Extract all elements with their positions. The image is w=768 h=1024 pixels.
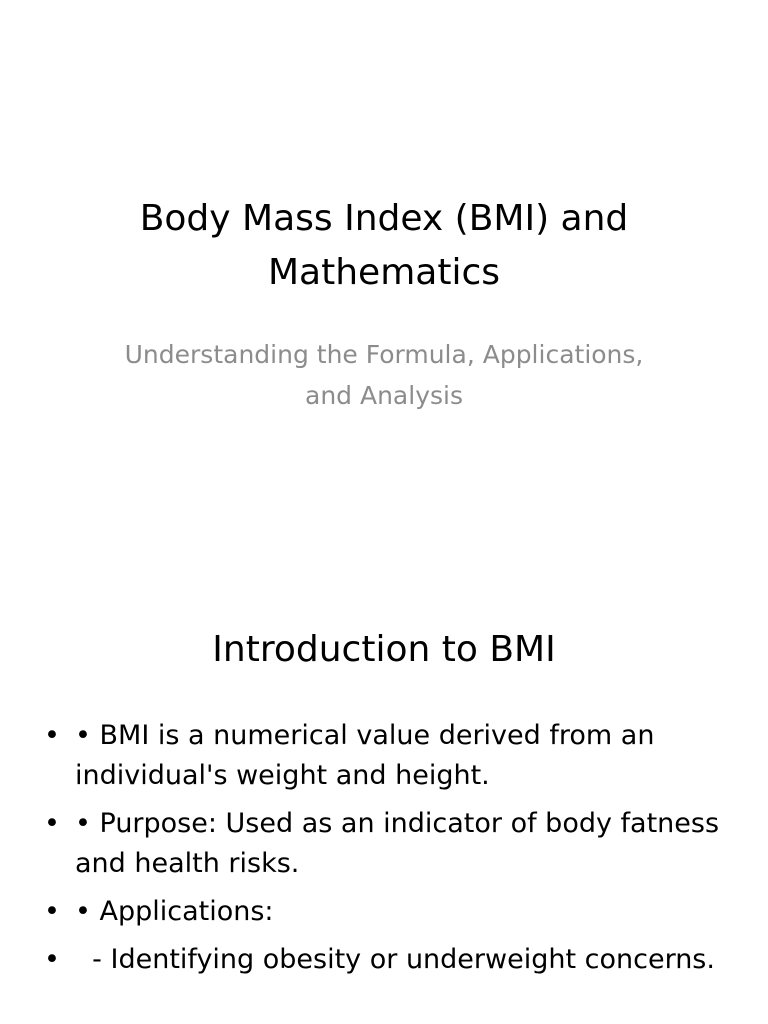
bullet-item [40, 804, 720, 884]
bullet-item [40, 940, 720, 980]
bullet-marker: • [44, 944, 60, 975]
bullet-marker: • [44, 808, 60, 839]
bullet-item [40, 716, 720, 796]
slide-title: Body Mass Index (BMI) and Mathematics [139, 198, 629, 293]
intro-slide [0, 576, 768, 1024]
bullet-text: - Identifying obesity or underweight concerns. [75, 944, 715, 975]
slide-title: Introduction to BMI [212, 629, 556, 670]
slide-subtitle: Understanding the Formula, Applications, and Analysis [124, 340, 644, 410]
bullet-marker: • [44, 896, 60, 927]
bullet-text: • BMI is a numerical value derived from an individual's weight and height. [75, 720, 655, 791]
bullet-item [40, 892, 720, 932]
bullet-marker: • [44, 720, 60, 751]
bullet-text: • Purpose: Used as an indicator of body fatness and health risks. [75, 808, 720, 879]
bullet-text: • Applications: [75, 896, 274, 927]
bullet-list [40, 716, 720, 988]
